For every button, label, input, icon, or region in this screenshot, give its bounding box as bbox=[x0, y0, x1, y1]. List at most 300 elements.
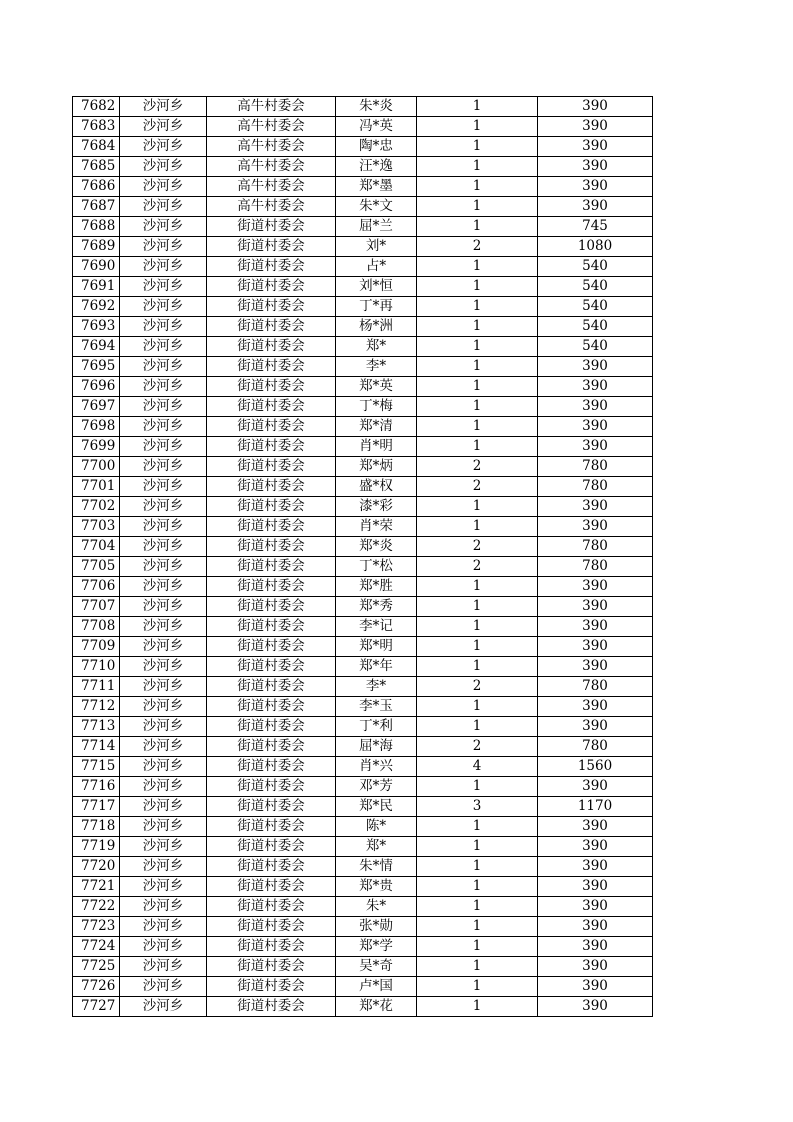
table-row bbox=[73, 577, 653, 597]
amount-cell: 390 bbox=[538, 357, 653, 377]
amount-cell: 390 bbox=[538, 97, 653, 117]
village-committee-cell: 街道村委会 bbox=[207, 637, 336, 657]
row-number-cell: 7703 bbox=[73, 517, 120, 537]
name-cell: 郑*清 bbox=[336, 417, 417, 437]
township-cell: 沙河乡 bbox=[120, 117, 207, 137]
township-cell: 沙河乡 bbox=[120, 497, 207, 517]
row-number-cell: 7698 bbox=[73, 417, 120, 437]
village-committee-cell: 街道村委会 bbox=[207, 457, 336, 477]
household-count-cell: 1 bbox=[417, 817, 538, 837]
name-cell: 陈* bbox=[336, 817, 417, 837]
row-number-cell: 7716 bbox=[73, 777, 120, 797]
row-number-cell: 7707 bbox=[73, 597, 120, 617]
name-cell: 郑*年 bbox=[336, 657, 417, 677]
township-cell: 沙河乡 bbox=[120, 917, 207, 937]
township-cell: 沙河乡 bbox=[120, 477, 207, 497]
row-number-cell: 7705 bbox=[73, 557, 120, 577]
row-number-cell: 7695 bbox=[73, 357, 120, 377]
household-count-cell: 1 bbox=[417, 897, 538, 917]
name-cell: 张*勋 bbox=[336, 917, 417, 937]
amount-cell: 390 bbox=[538, 697, 653, 717]
table-row bbox=[73, 957, 653, 977]
amount-cell: 390 bbox=[538, 977, 653, 997]
row-number-cell: 7725 bbox=[73, 957, 120, 977]
household-count-cell: 1 bbox=[417, 117, 538, 137]
row-number-cell: 7684 bbox=[73, 137, 120, 157]
amount-cell: 390 bbox=[538, 657, 653, 677]
village-committee-cell: 街道村委会 bbox=[207, 997, 336, 1017]
table-row bbox=[73, 917, 653, 937]
row-number-cell: 7706 bbox=[73, 577, 120, 597]
village-committee-cell: 高牛村委会 bbox=[207, 97, 336, 117]
amount-cell: 390 bbox=[538, 717, 653, 737]
name-cell: 郑* bbox=[336, 837, 417, 857]
household-count-cell: 1 bbox=[417, 277, 538, 297]
township-cell: 沙河乡 bbox=[120, 297, 207, 317]
township-cell: 沙河乡 bbox=[120, 877, 207, 897]
row-number-cell: 7692 bbox=[73, 297, 120, 317]
table-row bbox=[73, 937, 653, 957]
name-cell: 肖*荣 bbox=[336, 517, 417, 537]
amount-cell: 780 bbox=[538, 557, 653, 577]
amount-cell: 390 bbox=[538, 417, 653, 437]
table-row bbox=[73, 457, 653, 477]
row-number-cell: 7710 bbox=[73, 657, 120, 677]
name-cell: 卢*国 bbox=[336, 977, 417, 997]
village-committee-cell: 街道村委会 bbox=[207, 377, 336, 397]
table-row bbox=[73, 337, 653, 357]
household-count-cell: 1 bbox=[417, 517, 538, 537]
township-cell: 沙河乡 bbox=[120, 317, 207, 337]
household-count-cell: 1 bbox=[417, 597, 538, 617]
township-cell: 沙河乡 bbox=[120, 957, 207, 977]
table-row bbox=[73, 297, 653, 317]
amount-cell: 390 bbox=[538, 137, 653, 157]
table-row bbox=[73, 137, 653, 157]
township-cell: 沙河乡 bbox=[120, 657, 207, 677]
row-number-cell: 7700 bbox=[73, 457, 120, 477]
household-count-cell: 2 bbox=[417, 457, 538, 477]
household-count-cell: 2 bbox=[417, 557, 538, 577]
table-row bbox=[73, 677, 653, 697]
township-cell: 沙河乡 bbox=[120, 937, 207, 957]
village-committee-cell: 街道村委会 bbox=[207, 777, 336, 797]
village-committee-cell: 街道村委会 bbox=[207, 497, 336, 517]
row-number-cell: 7683 bbox=[73, 117, 120, 137]
village-committee-cell: 街道村委会 bbox=[207, 557, 336, 577]
name-cell: 汪*逸 bbox=[336, 157, 417, 177]
table-row bbox=[73, 557, 653, 577]
household-count-cell: 1 bbox=[417, 437, 538, 457]
township-cell: 沙河乡 bbox=[120, 717, 207, 737]
row-number-cell: 7690 bbox=[73, 257, 120, 277]
name-cell: 郑*明 bbox=[336, 637, 417, 657]
table-row bbox=[73, 597, 653, 617]
row-number-cell: 7682 bbox=[73, 97, 120, 117]
name-cell: 郑*炎 bbox=[336, 537, 417, 557]
household-count-cell: 1 bbox=[417, 357, 538, 377]
amount-cell: 390 bbox=[538, 117, 653, 137]
household-count-cell: 1 bbox=[417, 657, 538, 677]
township-cell: 沙河乡 bbox=[120, 837, 207, 857]
row-number-cell: 7719 bbox=[73, 837, 120, 857]
table-row bbox=[73, 977, 653, 997]
household-count-cell: 1 bbox=[417, 957, 538, 977]
amount-cell: 390 bbox=[538, 177, 653, 197]
household-count-cell: 1 bbox=[417, 217, 538, 237]
village-committee-cell: 街道村委会 bbox=[207, 817, 336, 837]
row-number-cell: 7711 bbox=[73, 677, 120, 697]
table-row bbox=[73, 797, 653, 817]
name-cell: 吴*奇 bbox=[336, 957, 417, 977]
amount-cell: 540 bbox=[538, 337, 653, 357]
row-number-cell: 7689 bbox=[73, 237, 120, 257]
amount-cell: 390 bbox=[538, 517, 653, 537]
amount-cell: 540 bbox=[538, 297, 653, 317]
village-committee-cell: 街道村委会 bbox=[207, 977, 336, 997]
row-number-cell: 7708 bbox=[73, 617, 120, 637]
township-cell: 沙河乡 bbox=[120, 977, 207, 997]
village-committee-cell: 街道村委会 bbox=[207, 677, 336, 697]
amount-cell: 540 bbox=[538, 317, 653, 337]
village-committee-cell: 街道村委会 bbox=[207, 657, 336, 677]
village-committee-cell: 街道村委会 bbox=[207, 317, 336, 337]
township-cell: 沙河乡 bbox=[120, 797, 207, 817]
table-row bbox=[73, 857, 653, 877]
table-row bbox=[73, 717, 653, 737]
village-committee-cell: 街道村委会 bbox=[207, 277, 336, 297]
household-count-cell: 1 bbox=[417, 197, 538, 217]
amount-cell: 390 bbox=[538, 777, 653, 797]
township-cell: 沙河乡 bbox=[120, 237, 207, 257]
table-row bbox=[73, 477, 653, 497]
table-row bbox=[73, 317, 653, 337]
amount-cell: 390 bbox=[538, 957, 653, 977]
row-number-cell: 7693 bbox=[73, 317, 120, 337]
amount-cell: 540 bbox=[538, 257, 653, 277]
table-row bbox=[73, 757, 653, 777]
relief-roster-table bbox=[72, 96, 653, 1017]
household-count-cell: 1 bbox=[417, 337, 538, 357]
name-cell: 占* bbox=[336, 257, 417, 277]
row-number-cell: 7715 bbox=[73, 757, 120, 777]
village-committee-cell: 街道村委会 bbox=[207, 297, 336, 317]
village-committee-cell: 街道村委会 bbox=[207, 937, 336, 957]
row-number-cell: 7722 bbox=[73, 897, 120, 917]
name-cell: 杨*洲 bbox=[336, 317, 417, 337]
name-cell: 漆*彩 bbox=[336, 497, 417, 517]
village-committee-cell: 街道村委会 bbox=[207, 237, 336, 257]
row-number-cell: 7691 bbox=[73, 277, 120, 297]
name-cell: 朱*情 bbox=[336, 857, 417, 877]
village-committee-cell: 街道村委会 bbox=[207, 857, 336, 877]
name-cell: 郑*英 bbox=[336, 377, 417, 397]
table-row bbox=[73, 277, 653, 297]
table-row bbox=[73, 517, 653, 537]
village-committee-cell: 街道村委会 bbox=[207, 217, 336, 237]
amount-cell: 390 bbox=[538, 617, 653, 637]
village-committee-cell: 街道村委会 bbox=[207, 917, 336, 937]
village-committee-cell: 街道村委会 bbox=[207, 477, 336, 497]
row-number-cell: 7704 bbox=[73, 537, 120, 557]
household-count-cell: 1 bbox=[417, 697, 538, 717]
village-committee-cell: 高牛村委会 bbox=[207, 117, 336, 137]
household-count-cell: 1 bbox=[417, 617, 538, 637]
table-row bbox=[73, 377, 653, 397]
table-row bbox=[73, 437, 653, 457]
row-number-cell: 7721 bbox=[73, 877, 120, 897]
name-cell: 屈*海 bbox=[336, 737, 417, 757]
amount-cell: 780 bbox=[538, 457, 653, 477]
household-count-cell: 1 bbox=[417, 717, 538, 737]
township-cell: 沙河乡 bbox=[120, 577, 207, 597]
amount-cell: 1080 bbox=[538, 237, 653, 257]
village-committee-cell: 街道村委会 bbox=[207, 737, 336, 757]
name-cell: 刘* bbox=[336, 237, 417, 257]
name-cell: 丁*松 bbox=[336, 557, 417, 577]
row-number-cell: 7699 bbox=[73, 437, 120, 457]
household-count-cell: 2 bbox=[417, 477, 538, 497]
amount-cell: 390 bbox=[538, 397, 653, 417]
amount-cell: 390 bbox=[538, 497, 653, 517]
household-count-cell: 1 bbox=[417, 917, 538, 937]
row-number-cell: 7714 bbox=[73, 737, 120, 757]
row-number-cell: 7686 bbox=[73, 177, 120, 197]
amount-cell: 1170 bbox=[538, 797, 653, 817]
amount-cell: 390 bbox=[538, 877, 653, 897]
name-cell: 刘*恒 bbox=[336, 277, 417, 297]
household-count-cell: 1 bbox=[417, 297, 538, 317]
township-cell: 沙河乡 bbox=[120, 737, 207, 757]
village-committee-cell: 街道村委会 bbox=[207, 897, 336, 917]
amount-cell: 390 bbox=[538, 197, 653, 217]
name-cell: 丁*再 bbox=[336, 297, 417, 317]
village-committee-cell: 街道村委会 bbox=[207, 397, 336, 417]
village-committee-cell: 街道村委会 bbox=[207, 797, 336, 817]
table-row bbox=[73, 897, 653, 917]
village-committee-cell: 街道村委会 bbox=[207, 617, 336, 637]
village-committee-cell: 街道村委会 bbox=[207, 537, 336, 557]
name-cell: 郑*墨 bbox=[336, 177, 417, 197]
row-number-cell: 7685 bbox=[73, 157, 120, 177]
table-row bbox=[73, 777, 653, 797]
village-committee-cell: 街道村委会 bbox=[207, 757, 336, 777]
household-count-cell: 1 bbox=[417, 977, 538, 997]
row-number-cell: 7687 bbox=[73, 197, 120, 217]
row-number-cell: 7726 bbox=[73, 977, 120, 997]
name-cell: 朱*炎 bbox=[336, 97, 417, 117]
household-count-cell: 1 bbox=[417, 137, 538, 157]
household-count-cell: 4 bbox=[417, 757, 538, 777]
table-row bbox=[73, 877, 653, 897]
township-cell: 沙河乡 bbox=[120, 397, 207, 417]
township-cell: 沙河乡 bbox=[120, 97, 207, 117]
row-number-cell: 7696 bbox=[73, 377, 120, 397]
name-cell: 邓*芳 bbox=[336, 777, 417, 797]
table-row bbox=[73, 397, 653, 417]
row-number-cell: 7723 bbox=[73, 917, 120, 937]
village-committee-cell: 街道村委会 bbox=[207, 357, 336, 377]
table-row bbox=[73, 417, 653, 437]
household-count-cell: 2 bbox=[417, 537, 538, 557]
row-number-cell: 7688 bbox=[73, 217, 120, 237]
township-cell: 沙河乡 bbox=[120, 197, 207, 217]
table-row bbox=[73, 357, 653, 377]
village-committee-cell: 街道村委会 bbox=[207, 717, 336, 737]
household-count-cell: 1 bbox=[417, 97, 538, 117]
name-cell: 郑*贵 bbox=[336, 877, 417, 897]
household-count-cell: 1 bbox=[417, 857, 538, 877]
township-cell: 沙河乡 bbox=[120, 217, 207, 237]
name-cell: 李*记 bbox=[336, 617, 417, 637]
row-number-cell: 7720 bbox=[73, 857, 120, 877]
row-number-cell: 7702 bbox=[73, 497, 120, 517]
name-cell: 盛*权 bbox=[336, 477, 417, 497]
amount-cell: 390 bbox=[538, 577, 653, 597]
household-count-cell: 2 bbox=[417, 737, 538, 757]
township-cell: 沙河乡 bbox=[120, 137, 207, 157]
row-number-cell: 7718 bbox=[73, 817, 120, 837]
table-body bbox=[73, 97, 653, 1017]
table-row bbox=[73, 637, 653, 657]
township-cell: 沙河乡 bbox=[120, 997, 207, 1017]
name-cell: 郑*胜 bbox=[336, 577, 417, 597]
table-row bbox=[73, 197, 653, 217]
row-number-cell: 7713 bbox=[73, 717, 120, 737]
amount-cell: 745 bbox=[538, 217, 653, 237]
village-committee-cell: 街道村委会 bbox=[207, 257, 336, 277]
village-committee-cell: 街道村委会 bbox=[207, 957, 336, 977]
household-count-cell: 1 bbox=[417, 637, 538, 657]
amount-cell: 390 bbox=[538, 597, 653, 617]
table-row bbox=[73, 737, 653, 757]
township-cell: 沙河乡 bbox=[120, 597, 207, 617]
table-row bbox=[73, 497, 653, 517]
township-cell: 沙河乡 bbox=[120, 177, 207, 197]
amount-cell: 390 bbox=[538, 437, 653, 457]
township-cell: 沙河乡 bbox=[120, 157, 207, 177]
township-cell: 沙河乡 bbox=[120, 417, 207, 437]
row-number-cell: 7694 bbox=[73, 337, 120, 357]
household-count-cell: 3 bbox=[417, 797, 538, 817]
township-cell: 沙河乡 bbox=[120, 437, 207, 457]
household-count-cell: 1 bbox=[417, 377, 538, 397]
township-cell: 沙河乡 bbox=[120, 257, 207, 277]
township-cell: 沙河乡 bbox=[120, 277, 207, 297]
amount-cell: 390 bbox=[538, 157, 653, 177]
household-count-cell: 1 bbox=[417, 157, 538, 177]
township-cell: 沙河乡 bbox=[120, 377, 207, 397]
table-row bbox=[73, 217, 653, 237]
township-cell: 沙河乡 bbox=[120, 517, 207, 537]
village-committee-cell: 街道村委会 bbox=[207, 437, 336, 457]
township-cell: 沙河乡 bbox=[120, 537, 207, 557]
name-cell: 郑*炳 bbox=[336, 457, 417, 477]
name-cell: 肖*明 bbox=[336, 437, 417, 457]
row-number-cell: 7724 bbox=[73, 937, 120, 957]
village-committee-cell: 街道村委会 bbox=[207, 597, 336, 617]
name-cell: 李* bbox=[336, 357, 417, 377]
table-row bbox=[73, 177, 653, 197]
amount-cell: 540 bbox=[538, 277, 653, 297]
household-count-cell: 1 bbox=[417, 317, 538, 337]
table-row bbox=[73, 837, 653, 857]
village-committee-cell: 高牛村委会 bbox=[207, 157, 336, 177]
amount-cell: 390 bbox=[538, 817, 653, 837]
amount-cell: 780 bbox=[538, 477, 653, 497]
household-count-cell: 1 bbox=[417, 257, 538, 277]
amount-cell: 1560 bbox=[538, 757, 653, 777]
amount-cell: 390 bbox=[538, 937, 653, 957]
table-row bbox=[73, 537, 653, 557]
village-committee-cell: 街道村委会 bbox=[207, 337, 336, 357]
village-committee-cell: 街道村委会 bbox=[207, 877, 336, 897]
village-committee-cell: 街道村委会 bbox=[207, 417, 336, 437]
township-cell: 沙河乡 bbox=[120, 617, 207, 637]
row-number-cell: 7709 bbox=[73, 637, 120, 657]
name-cell: 朱* bbox=[336, 897, 417, 917]
row-number-cell: 7701 bbox=[73, 477, 120, 497]
table-row bbox=[73, 237, 653, 257]
amount-cell: 390 bbox=[538, 637, 653, 657]
row-number-cell: 7697 bbox=[73, 397, 120, 417]
amount-cell: 780 bbox=[538, 677, 653, 697]
amount-cell: 780 bbox=[538, 737, 653, 757]
household-count-cell: 1 bbox=[417, 497, 538, 517]
amount-cell: 390 bbox=[538, 377, 653, 397]
amount-cell: 390 bbox=[538, 897, 653, 917]
amount-cell: 390 bbox=[538, 997, 653, 1017]
township-cell: 沙河乡 bbox=[120, 557, 207, 577]
township-cell: 沙河乡 bbox=[120, 757, 207, 777]
township-cell: 沙河乡 bbox=[120, 637, 207, 657]
township-cell: 沙河乡 bbox=[120, 697, 207, 717]
table-row bbox=[73, 997, 653, 1017]
township-cell: 沙河乡 bbox=[120, 777, 207, 797]
amount-cell: 390 bbox=[538, 917, 653, 937]
household-count-cell: 1 bbox=[417, 937, 538, 957]
household-count-cell: 1 bbox=[417, 777, 538, 797]
name-cell: 郑* bbox=[336, 337, 417, 357]
table-row bbox=[73, 97, 653, 117]
household-count-cell: 1 bbox=[417, 417, 538, 437]
village-committee-cell: 街道村委会 bbox=[207, 837, 336, 857]
name-cell: 丁*梅 bbox=[336, 397, 417, 417]
table-row bbox=[73, 617, 653, 637]
name-cell: 李*玉 bbox=[336, 697, 417, 717]
township-cell: 沙河乡 bbox=[120, 897, 207, 917]
name-cell: 郑*秀 bbox=[336, 597, 417, 617]
household-count-cell: 2 bbox=[417, 237, 538, 257]
household-count-cell: 2 bbox=[417, 677, 538, 697]
name-cell: 郑*民 bbox=[336, 797, 417, 817]
township-cell: 沙河乡 bbox=[120, 677, 207, 697]
name-cell: 丁*利 bbox=[336, 717, 417, 737]
table-row bbox=[73, 657, 653, 677]
household-count-cell: 1 bbox=[417, 877, 538, 897]
name-cell: 冯*英 bbox=[336, 117, 417, 137]
table-row bbox=[73, 117, 653, 137]
amount-cell: 390 bbox=[538, 837, 653, 857]
village-committee-cell: 街道村委会 bbox=[207, 697, 336, 717]
amount-cell: 780 bbox=[538, 537, 653, 557]
row-number-cell: 7727 bbox=[73, 997, 120, 1017]
township-cell: 沙河乡 bbox=[120, 337, 207, 357]
township-cell: 沙河乡 bbox=[120, 857, 207, 877]
amount-cell: 390 bbox=[538, 857, 653, 877]
row-number-cell: 7712 bbox=[73, 697, 120, 717]
village-committee-cell: 街道村委会 bbox=[207, 517, 336, 537]
